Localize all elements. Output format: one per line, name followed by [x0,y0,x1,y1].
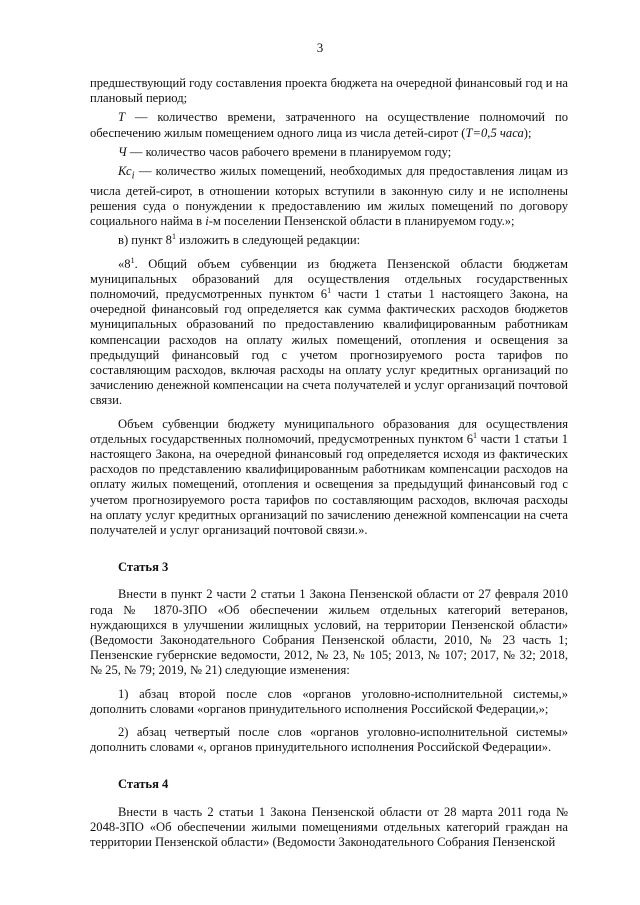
definition-text: — количество часов рабочего времени в планируемом году; [126,144,452,159]
superscript: 1 [327,285,332,295]
definition-text: — количество времени, затраченного на осуществление полномочий по обеспечению жилым помещением одного лица из числа детей-сирот ( [90,110,568,140]
paragraph-definition-ch [90,145,568,160]
definition-text: — количество жилых помещений, необходимых для предоставления лицам из числа детей-сирот, в отношении которых вступили в законную силу и не исполнены решения суда о понуждении к предоставлению им жилых помещений по договору социального найма в [90,164,568,229]
paragraph: предшествующий году составления проекта бюджета на очередной финансовый год и на плановый период; [90,76,568,106]
article-3-heading: Статья 3 [118,560,169,575]
paragraph-item-v [90,233,568,248]
article-4-heading: Статья 4 [118,777,169,792]
formula: T=0,5 часа [465,125,524,140]
variable-ch: Ч [118,144,127,159]
item-text: изложить в следующей редакции: [175,233,361,248]
item-text: в) пункт 8 [118,233,172,248]
variable-i: i [205,214,209,229]
paragraph-subvention [90,417,568,539]
item-text: части 1 статьи 1 настоящего Закона, на очередной финансовый год определяется как сумма фактических расходов бюджетов муниципальных образований по предоставлению квалифицированным работникам компенсации расходов на оплату жилых помещений, отопления и освещения за предыдущий финансовый год с учетом прогнозируемого роста тарифов по составляющим расходов, включая расходы на оплату услуг кредитных организаций по зачислению денежной компенсации на счета получателей и услуг организаций почтовой связи. [90,286,568,408]
superscript: 1 [130,255,135,265]
definition-tail: ); [523,125,532,140]
item-text: . Общий объем субвенции из бюджета Пензенской области бюджетам муниципальных образований для осуществления отдельных государственных полномочий, предусмотренных пунктом 6 [90,256,568,301]
paragraph-definition-ksi [90,164,568,229]
paragraph-amendment-2: 2) абзац четвертый после слов «органов уголовно-исполнительной системы» дополнить словами «, органов принудительного исполнения Российской Федерации». [90,725,568,755]
superscript: 1 [171,232,176,242]
superscript: 1 [473,430,478,440]
variable-t: T [118,110,126,125]
document-body [90,76,568,850]
item-text: Объем субвенции бюджету муниципального образования для осуществления отдельных государственных полномочий, предусмотренных пунктом 6 [90,416,568,446]
page-number: 3 [316,40,324,55]
paragraph-amendment-1: 1) абзац второй после слов «органов уголовно-исполнительной системы,» дополнить словами «органов принудительного исполнения Российской Федерации,»; [90,686,568,716]
item-text: части 1 статьи 1 настоящего Закона, на очередной финансовый год определяется исходя из фактических расходов по представлению квалифицированным работникам компенсации расходов на оплату жилых помещений, отопления и освещения за предыдущий финансовый год с учетом прогнозируемого роста тарифов по составляющим расходов, включая расходы на оплату услуг кредитных организаций по зачислению денежной компенсации на счета получателей и услуг организаций почтовой связи.». [90,431,568,537]
paragraph-article-3: Внести в пункт 2 части 2 статьи 1 Закона Пензенской области от 27 февраля 2010 года № 1870-ЗПО «Об обеспечении жильем отдельных категорий ветеранов, нуждающихся в улучшении жилищных условий, на территории Пензенской области» (Ведомости Законодательного Собрания Пензенской области, 2010, № 23 часть 1; Пензенские губернские ведомости, 2012, № 23, № 105; 2013, № 107; 2017, № 32; 2018, № 25, № 79; 2019, № 21) следующие изменения: [90,587,568,678]
paragraph-article-4: Внести в часть 2 статьи 1 Закона Пензенской области от 28 марта 2011 года № 2048-ЗПО «Об обеспечении жилыми помещениями отдельных категорий граждан на территории Пензенской области» (Ведомости Законодательного Собрания Пензенской [90,804,568,850]
variable-subscript: i [131,170,135,182]
item-text: «8 [118,256,131,271]
paragraph-item-81 [90,257,568,409]
variable-ks: Кс [118,164,132,179]
paragraph-definition-t [90,110,568,140]
definition-tail: -м поселении Пензенской области в планируемом году.»; [208,214,515,229]
